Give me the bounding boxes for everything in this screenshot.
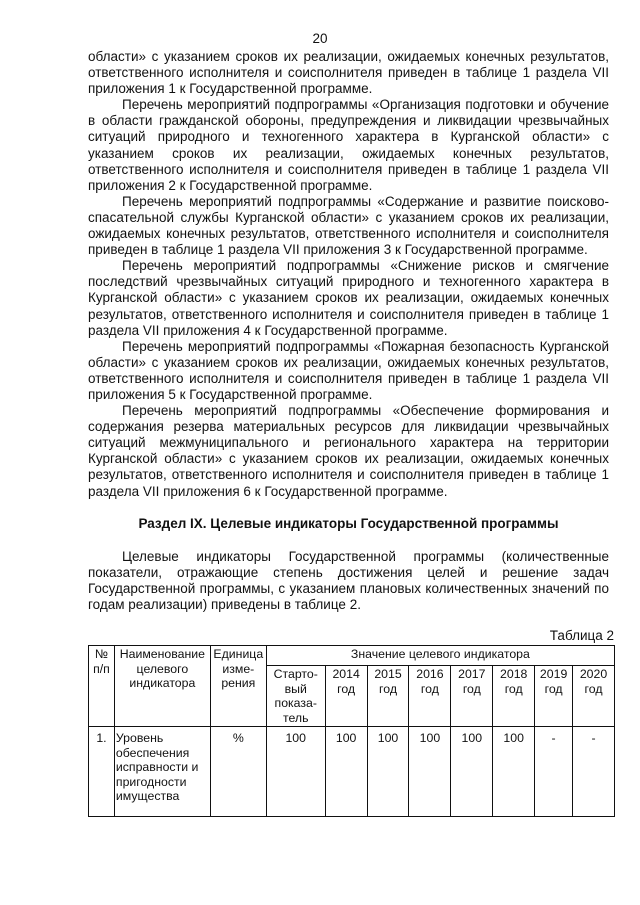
header-name: Наименование целевого индикатора: [114, 646, 210, 727]
section-intro-text: Целевые индикаторы Государственной программы (количественные показатели, отражающие степень достижения целей и решение задач Государственной программы, с указанием плановых количественных значений по годам реализации) приведены в таблице 2.: [88, 549, 609, 613]
section-intro: [88, 549, 609, 613]
row-indicator-name: Уровень обеспечения исправности и пригодности имущества: [114, 727, 210, 817]
row-value-2016: 100: [409, 727, 451, 817]
table-header-row: [89, 646, 615, 666]
row-value-2014: 100: [325, 727, 367, 817]
header-year-2018: 2018 год: [493, 666, 535, 727]
header-year-2017: 2017 год: [451, 666, 493, 727]
header-year-2020: 2020 год: [573, 666, 615, 727]
section-heading: Раздел IX. Целевые индикаторы Государственной программы: [138, 516, 559, 531]
row-value-2017: 100: [451, 727, 493, 817]
row-value-2015: 100: [367, 727, 409, 817]
paragraph-4: Перечень мероприятий подпрограммы «Снижение рисков и смягчение последствий чрезвычайных ситуаций природного и техногенного характера в Курганской области» с указанием сроков их реализации, ожидаемых конечных результатов, ответственного исполнителя и соисполнителя приведен в таблице 1 раздела VII приложения 4 к Государственной программе.: [88, 258, 609, 338]
row-unit: %: [210, 727, 266, 817]
table-caption: Таблица 2: [549, 628, 614, 643]
paragraph-2: Перечень мероприятий подпрограммы «Организация подготовки и обучение в области гражданской обороны, предупреждения и ликвидации чрезвычайных ситуаций природного и техногенного характера в Курганской области» с указанием сроков их реализации, ожидаемых конечных результатов, ответственного исполнителя и соисполнителя приведен в таблице 1 раздела VII приложения 2 к Государственной программе.: [88, 97, 609, 193]
body-paragraphs: [88, 49, 609, 500]
header-num: № п/п: [89, 646, 115, 727]
indicator-table: [88, 645, 615, 817]
row-value-2020: -: [573, 727, 615, 817]
page-number: 20: [312, 31, 328, 46]
header-start-value: Старто-вый показа-тель: [266, 666, 325, 727]
header-unit: Единица изме-рения: [210, 646, 266, 727]
header-year-2019: 2019 год: [535, 666, 573, 727]
paragraph-5: Перечень мероприятий подпрограммы «Пожарная безопасность Курганской области» с указанием сроков их реализации, ожидаемых конечных результатов, ответственного исполнителя и соисполнителя приведен в таблице 1 раздела VII приложения 5 к Государственной программе.: [88, 338, 609, 402]
table-row: [89, 727, 615, 817]
row-value-2019: -: [535, 727, 573, 817]
row-start-value: 100: [266, 727, 325, 817]
header-value-group: Значение целевого индикатора: [266, 646, 614, 666]
header-year-2014: 2014 год: [325, 666, 367, 727]
row-num: 1.: [89, 727, 115, 817]
header-year-2015: 2015 год: [367, 666, 409, 727]
paragraph-3: Перечень мероприятий подпрограммы «Содержание и развитие поисково-спасательной службы Курганской области» с указанием сроков их реализации, ожидаемых конечных результатов, ответственного исполнителя и соисполнителя приведен в таблице 1 раздела VII приложения 3 к Государственной программе.: [88, 193, 609, 258]
row-value-2018: 100: [493, 727, 535, 817]
paragraph-1: области» с указанием сроков их реализации, ожидаемых конечных результатов, ответственного исполнителя и соисполнителя приведен в таблице 1 раздела VII приложения 1 к Государственной программе.: [88, 49, 609, 97]
header-year-2016: 2016 год: [409, 666, 451, 727]
paragraph-6: Перечень мероприятий подпрограммы «Обеспечение формирования и содержания резерва материальных ресурсов для ликвидации чрезвычайных ситуаций межмуниципального и регионального характера на территории Курганской области» с указанием сроков их реализации, ожидаемых конечных результатов, ответственного исполнителя и соисполнителя приведен в таблице 1 раздела VII приложения 6 к Государственной программе.: [88, 403, 609, 499]
